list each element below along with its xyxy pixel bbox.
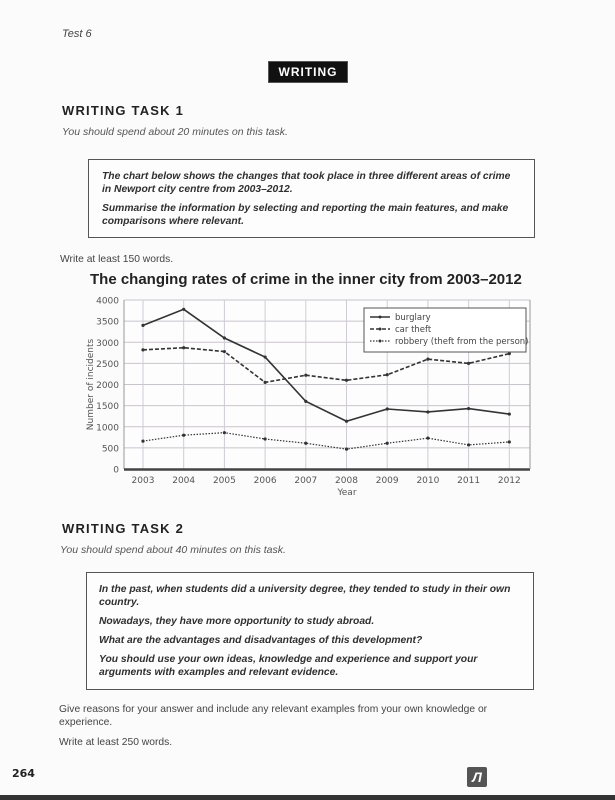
data-point — [345, 420, 348, 423]
data-point — [508, 412, 511, 415]
task1-heading: WRITING TASK 1 — [62, 103, 184, 118]
page-bottom-edge — [0, 795, 615, 800]
x-tick-label: 2007 — [294, 476, 318, 486]
data-point — [467, 362, 470, 365]
data-point — [508, 440, 511, 443]
chart-title: The changing rates of crime in the inner city from 2003–2012 — [90, 271, 522, 288]
test-label: Test 6 — [62, 28, 92, 40]
data-point — [223, 431, 226, 434]
y-tick-label: 2000 — [96, 381, 119, 391]
task1-prompt-line: Summarise the information by selecting and reporting the main features, and make comparisons where relevant. — [102, 203, 509, 227]
data-point — [304, 374, 307, 377]
x-tick-label: 2009 — [375, 476, 399, 486]
line-chart — [82, 292, 542, 502]
task2-prompt-line: What are the advantages and disadvantages of this development? — [99, 635, 423, 646]
data-point — [345, 448, 348, 451]
data-point — [141, 440, 144, 443]
section-badge: WRITING — [268, 61, 348, 83]
data-point — [345, 379, 348, 382]
y-tick-label: 4000 — [96, 296, 119, 307]
legend-label: robbery (theft from the person) — [395, 337, 529, 347]
y-axis-label: Number of incidents — [86, 338, 96, 431]
data-point — [386, 442, 389, 445]
data-point — [508, 352, 511, 355]
data-point — [386, 373, 389, 376]
task2-prompt-box — [86, 572, 534, 690]
data-point — [264, 437, 267, 440]
data-point — [264, 381, 267, 384]
y-tick-label: 0 — [113, 465, 119, 476]
y-tick-label: 3500 — [96, 317, 119, 328]
data-point — [426, 358, 429, 361]
data-point — [304, 400, 307, 403]
task2-word-count: Write at least 250 words. — [59, 737, 173, 748]
x-tick-label: 2012 — [497, 476, 521, 486]
data-point — [223, 350, 226, 353]
data-point — [304, 442, 307, 445]
legend-marker — [379, 328, 382, 331]
x-tick-label: 2003 — [131, 476, 155, 486]
x-tick-label: 2006 — [253, 476, 277, 486]
data-point — [386, 407, 389, 410]
legend-marker — [379, 316, 382, 319]
y-tick-label: 1500 — [96, 402, 119, 413]
y-tick-label: 500 — [101, 444, 119, 455]
task1-prompt-box — [88, 159, 535, 238]
x-tick-label: 2010 — [416, 476, 440, 486]
task1-prompt-line: The chart below shows the changes that took place in three different areas of crime in Newport city centre from 2003–2012. — [102, 171, 511, 195]
legend-marker — [379, 340, 382, 343]
data-point — [264, 355, 267, 358]
task1-time-note: You should spend about 20 minutes on this task. — [62, 126, 288, 138]
data-point — [467, 443, 470, 446]
task1-word-count: Write at least 150 words. — [60, 254, 174, 265]
y-tick-label: 3000 — [96, 338, 119, 349]
task2-time-note: You should spend about 40 minutes on this task. — [60, 544, 286, 556]
data-point — [182, 434, 185, 437]
task2-prompt-line: In the past, when students did a university degree, they tended to study in their own country. — [99, 584, 511, 608]
data-point — [182, 346, 185, 349]
data-point — [182, 308, 185, 311]
data-point — [467, 407, 470, 410]
page-number: 264 — [12, 767, 35, 780]
data-point — [426, 437, 429, 440]
task2-heading: WRITING TASK 2 — [62, 521, 184, 536]
x-tick-label: 2004 — [172, 476, 196, 486]
x-tick-label: 2008 — [335, 476, 358, 486]
data-point — [141, 348, 144, 351]
data-point — [223, 336, 226, 339]
publisher-logo-icon: Л — [467, 767, 487, 787]
data-point — [141, 324, 144, 327]
x-axis-label: Year — [337, 488, 357, 498]
task2-prompt-line: You should use your own ideas, knowledge and experience and support your arguments with examples and relevant evidence. — [99, 654, 478, 678]
legend-label: car theft — [395, 325, 432, 335]
x-tick-label: 2005 — [212, 476, 236, 486]
y-tick-label: 2500 — [96, 359, 119, 370]
data-point — [426, 410, 429, 413]
x-tick-label: 2011 — [457, 476, 481, 486]
y-tick-label: 1000 — [96, 423, 119, 434]
legend-label: burglary — [395, 313, 431, 323]
task2-instructions: Give reasons for your answer and include any relevant examples from your own knowledge or experience. — [59, 704, 488, 728]
task2-prompt-line: Nowadays, they have more opportunity to study abroad. — [99, 616, 375, 627]
